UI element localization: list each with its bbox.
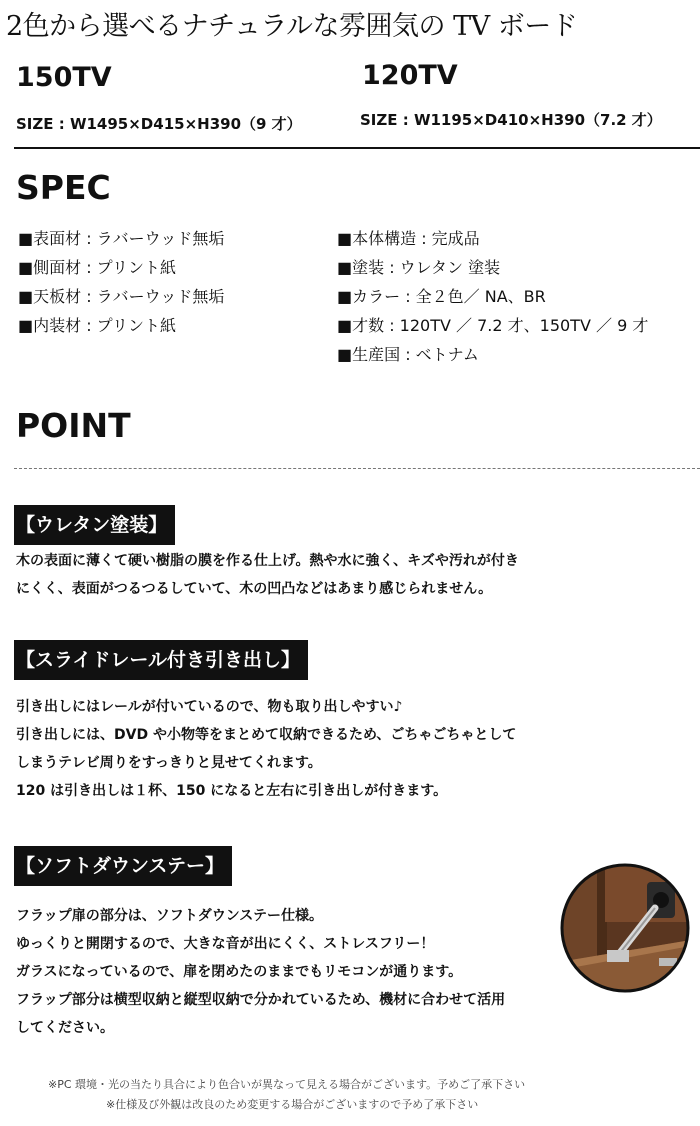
spec-list-left	[18, 224, 224, 340]
text-line: フラップ扉の部分は、ソフトダウンステー仕様。	[16, 908, 324, 924]
spec-item: ■カラー : 全２色／ NA、BR	[337, 287, 546, 306]
spec-item: ■表面材 : ラバーウッド無垢	[18, 229, 225, 248]
spec-item: ■本体構造 : 完成品	[337, 229, 480, 248]
point-tag-slide-rail: 【スライドレール付き引き出し】	[14, 640, 308, 680]
section-divider	[14, 147, 700, 149]
model-name-150tv: 150TV	[16, 62, 112, 93]
dashed-divider	[14, 468, 700, 469]
text-line: 120 は引き出しは１杯、150 になると左右に引き出しが付きます。	[16, 783, 448, 799]
text-line: フラップ部分は横型収納と縦型収納で分かれているため、機材に合わせて活用	[16, 992, 506, 1008]
spec-item: ■才数 : 120TV ／ 7.2 才、150TV ／ 9 才	[337, 316, 649, 335]
spec-list-right	[337, 224, 648, 369]
spec-heading: SPEC	[16, 168, 111, 207]
model-name-120tv: 120TV	[362, 60, 458, 91]
text-line: 引き出しには、DVD や小物等をまとめて収納できるため、ごちゃごちゃとして	[16, 727, 517, 743]
point-text-soft-down-stay	[16, 902, 505, 1042]
page-title: 2色から選べるナチュラルな雰囲気の TV ボード	[6, 11, 578, 42]
point-tag-soft-down-stay: 【ソフトダウンステー】	[14, 846, 232, 886]
text-line: しまうテレビ周りをすっきりと見せてくれます。	[16, 755, 322, 771]
spec-item: ■側面材 : プリント紙	[18, 258, 177, 277]
text-line: 引き出しにはレールが付いているので、物も取り出しやすい♪	[16, 699, 403, 715]
point-tag-urethane: 【ウレタン塗装】	[14, 505, 175, 545]
disclaimer-spec: ※仕様及び外観は改良のため変更する場合がございますので予め了承下さい	[106, 1098, 479, 1111]
point-heading: POINT	[16, 406, 131, 445]
text-line: にくく、表面がつるつるしていて、木の凹凸などはあまり感じられません。	[16, 581, 493, 597]
model-size-120tv: SIZE : W1195×D410×H390（7.2 才）	[360, 111, 662, 129]
model-size-150tv: SIZE : W1495×D415×H390（9 才）	[16, 115, 302, 133]
spec-item: ■天板材 : ラバーウッド無垢	[18, 287, 225, 306]
text-line: ゆっくりと開閉するので、大きな音が出にくく、ストレスフリー！	[16, 936, 435, 952]
spec-item: ■生産国 : ベトナム	[337, 345, 479, 364]
text-line: ガラスになっているので、扉を閉めたのままでもリモコンが通ります。	[16, 964, 463, 980]
spec-item: ■内装材 : プリント紙	[18, 316, 177, 335]
soft-down-stay-hinge-photo	[559, 862, 691, 994]
text-line: してください。	[16, 1020, 114, 1036]
point-text-slide-rail	[16, 693, 516, 805]
point-text-urethane	[16, 547, 519, 603]
disclaimer-color: ※PC 環境・光の当たり具合により色合いが異なって見える場合がございます。予めご了承下さい	[48, 1078, 526, 1091]
text-line: 木の表面に薄くて硬い樹脂の膜を作る仕上げ。熱や水に強く、キズや汚れが付き	[16, 553, 519, 569]
spec-item: ■塗装 : ウレタン 塗装	[337, 258, 501, 277]
